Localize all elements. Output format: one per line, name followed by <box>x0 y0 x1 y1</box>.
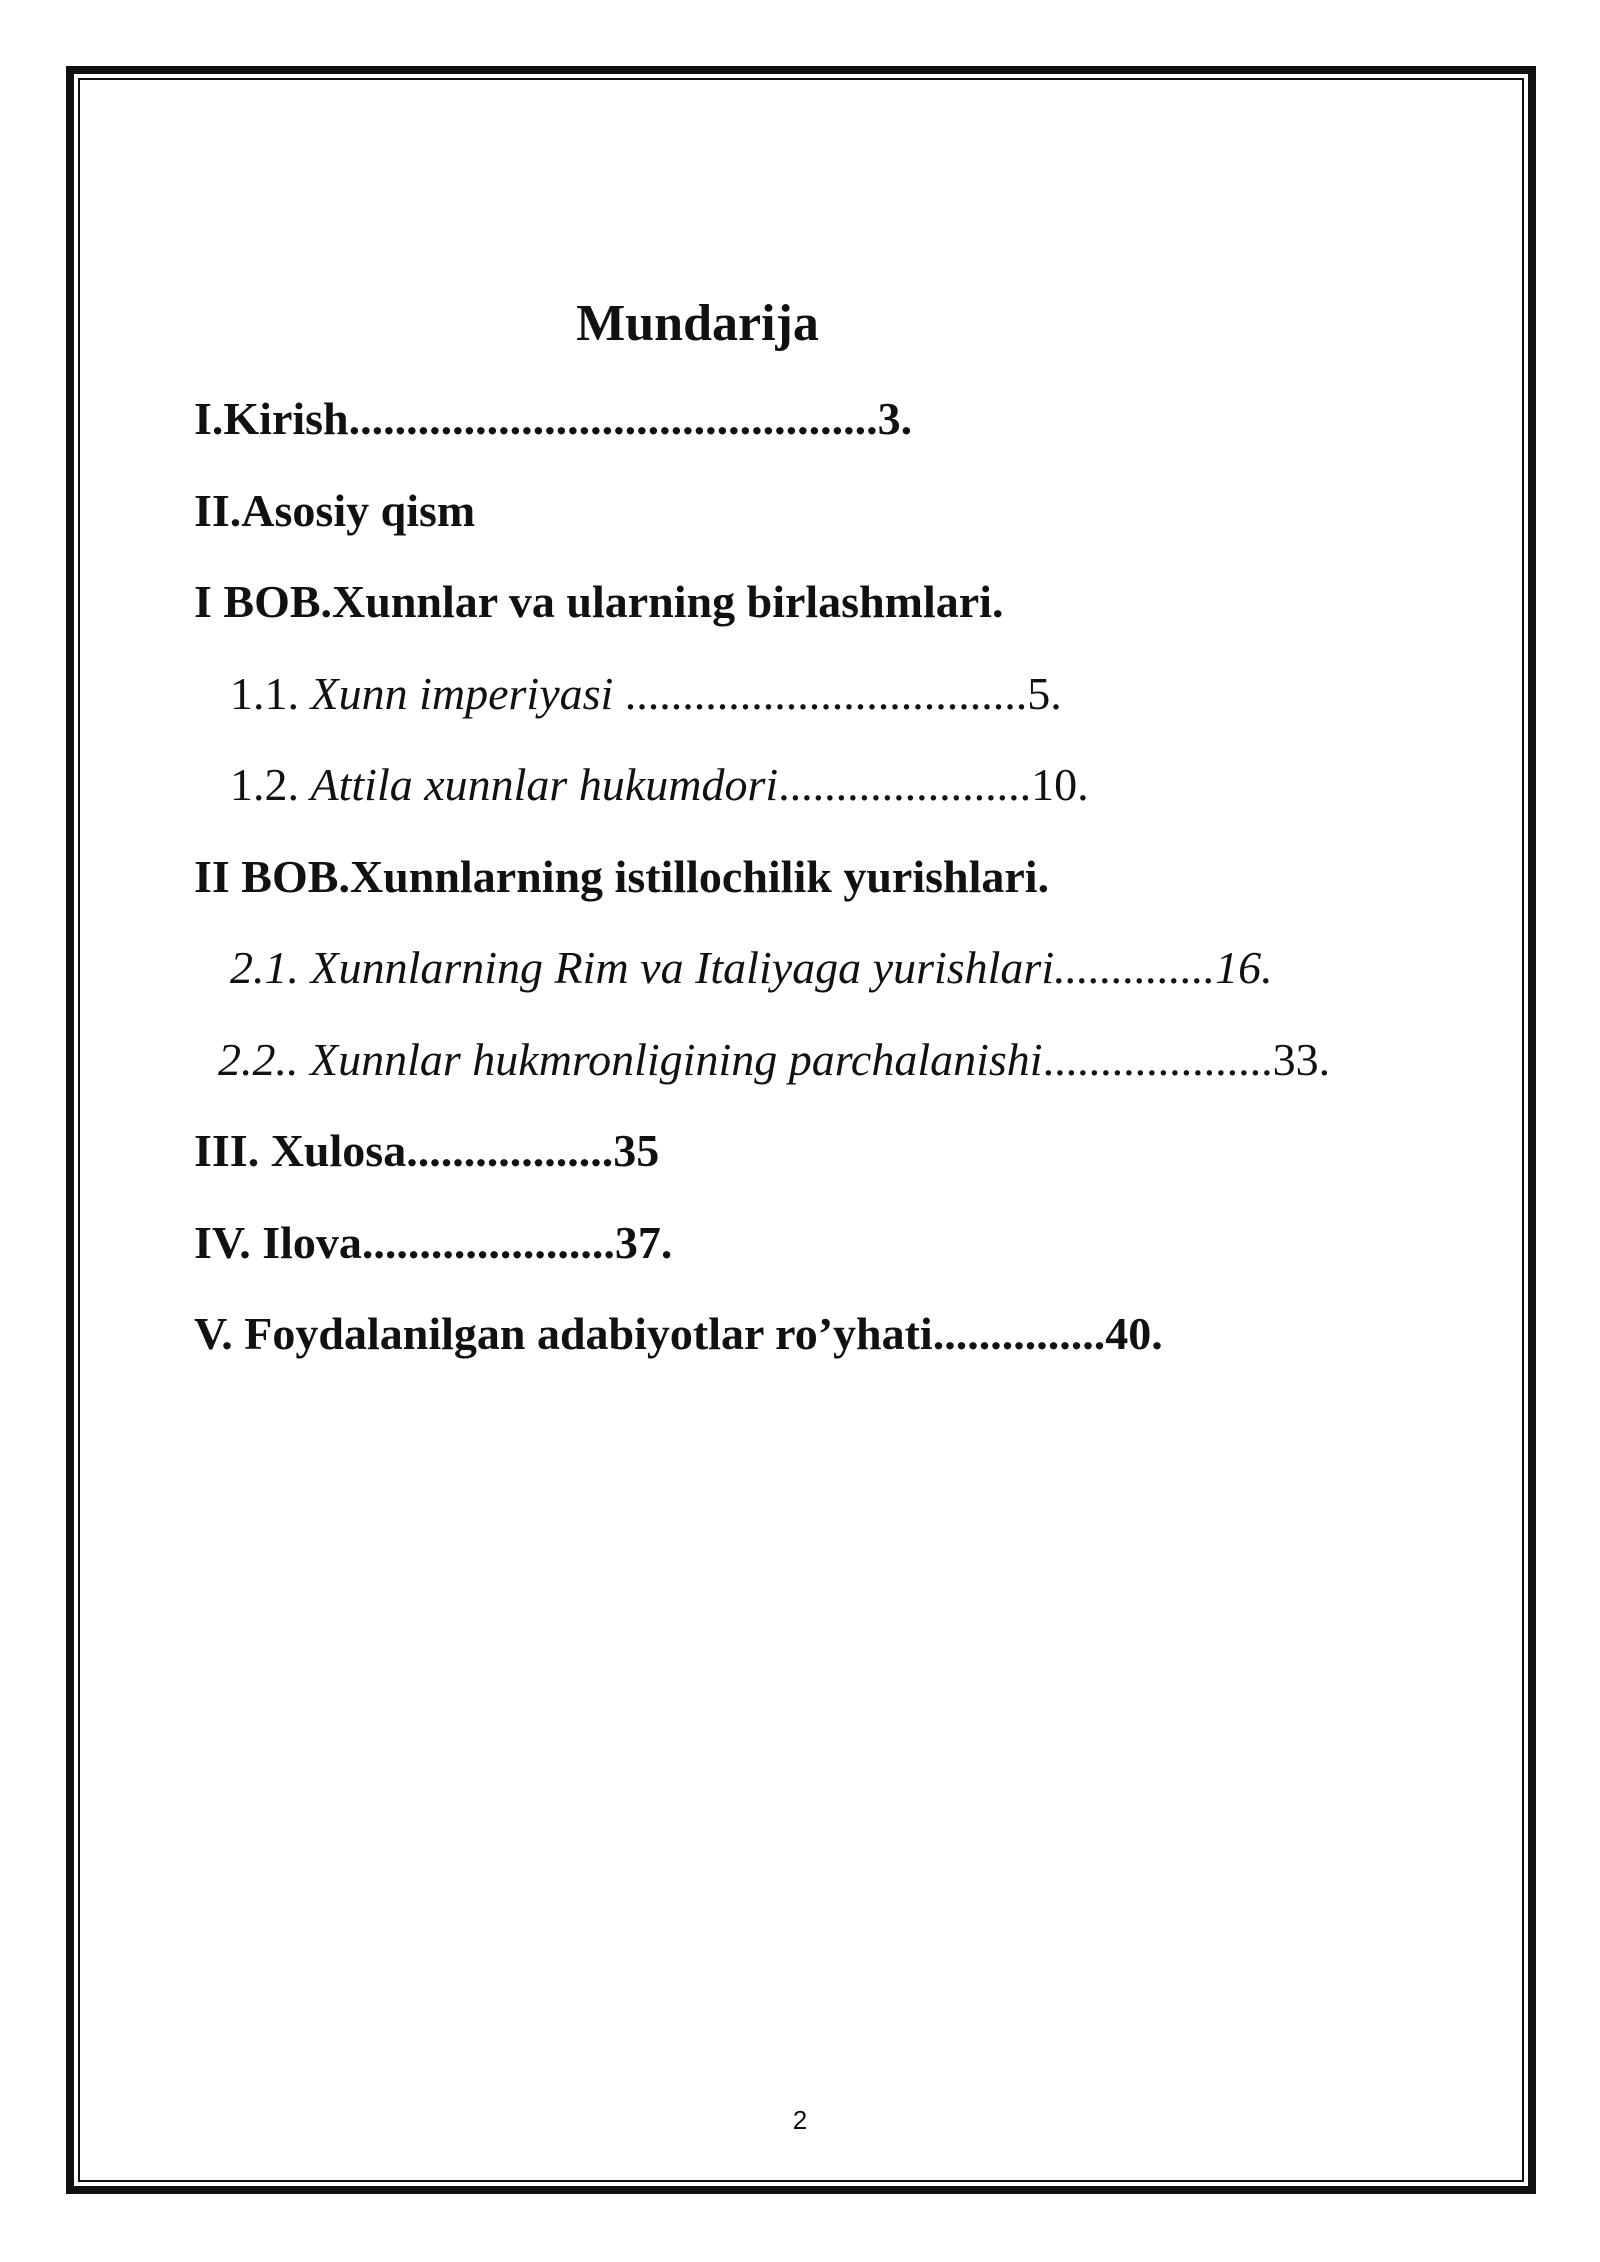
toc-entry-label: I.Kirish <box>194 393 349 444</box>
toc-entry-1-2 <box>194 749 1474 841</box>
toc-leader: ................................... <box>624 667 1028 719</box>
toc-entry-kirish <box>194 383 1474 475</box>
toc-entry-label: IV. Ilova <box>194 1216 362 1268</box>
toc-section-number: 1.1. <box>230 667 311 719</box>
toc-page-number: 16. <box>1215 942 1273 993</box>
toc-entry-label: V. Foydalanilgan adabiyotlar ro’yhati <box>194 1308 933 1359</box>
toc-entry-1-1 <box>194 658 1474 750</box>
toc-page-number: 33. <box>1272 1033 1331 1085</box>
toc-entry-label: 2.2.. Xunnlar hukmronligining parchalanishi <box>218 1033 1043 1085</box>
toc-page-number: 5. <box>1027 667 1062 719</box>
page-title: Mundarija <box>576 295 819 352</box>
toc-entry-chapter-1 <box>194 566 1474 658</box>
toc-leader: ............... <box>932 1308 1106 1359</box>
toc-leader: .............................................. <box>348 393 878 444</box>
toc-leader: .................... <box>1042 1033 1273 1085</box>
page-number: 2 <box>792 2105 808 2135</box>
toc-entry-label: Attila xunnlar hukumdori <box>310 759 779 810</box>
toc-entry-label: 2.1. Xunnlarning Rim va Italiyaga yurishlari <box>230 942 1055 993</box>
toc-page-number: 35 <box>613 1125 660 1176</box>
toc-leader: .................. <box>406 1125 614 1176</box>
toc-leader: ...................... <box>778 759 1032 810</box>
toc-entry-label: I BOB.Xunnlar va ularning birlashmlari. <box>194 576 1004 627</box>
table-of-contents <box>194 383 1474 1390</box>
toc-entry-adabiyotlar <box>194 1298 1474 1390</box>
toc-entry-label: II.Asosiy qism <box>194 484 476 536</box>
toc-leader: .............. <box>1054 942 1216 993</box>
toc-entry-2-1 <box>194 932 1474 1024</box>
toc-page-number: 10. <box>1031 759 1089 810</box>
toc-section-number: 1.2. <box>230 759 311 810</box>
toc-entry-label: Xunn imperiyasi <box>310 667 625 719</box>
toc-entry-label: II BOB.Xunnlarning istillochilik yurishlari. <box>194 850 1050 902</box>
toc-leader: ...................... <box>361 1216 615 1268</box>
toc-entry-label: III. Xulosa <box>194 1125 407 1176</box>
toc-entry-asosiy-qism <box>194 475 1474 567</box>
toc-entry-ilova <box>194 1207 1474 1299</box>
toc-page-number: 40. <box>1105 1308 1163 1359</box>
toc-entry-chapter-2 <box>194 841 1474 933</box>
toc-page-number: 37. <box>614 1216 673 1268</box>
toc-page-number: 3. <box>877 393 913 444</box>
toc-entry-xulosa <box>194 1115 1474 1207</box>
toc-entry-2-2 <box>194 1024 1474 1116</box>
